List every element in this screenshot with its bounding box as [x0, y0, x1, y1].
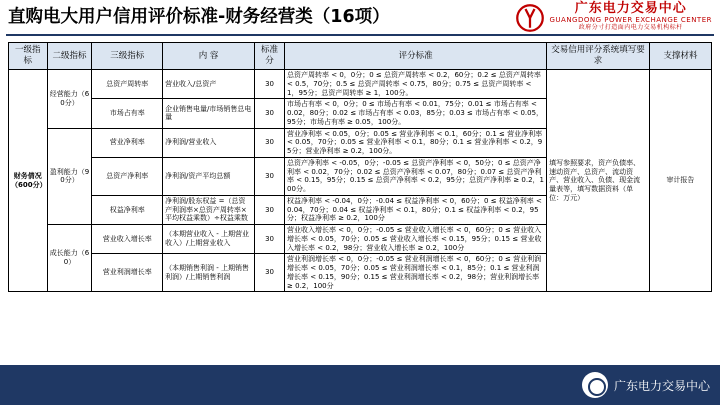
- indicator-criteria: 营业收入增长率 < 0，0分；-0.05 ≤ 营业收入增长率 < 0，60分；0 ≤ 营业收入增长率 < 0.05，70分；0.05 ≤ 营业收入增长率 < 0.15，95分；0.15 ≤ 营业收入增长率 < 0.2，98分；营业收入增长率 ≥ 0.2，100分: [285, 225, 547, 254]
- indicator-criteria: 总资产周转率 < 0，0分；0 ≤ 总资产周转率 < 0.2，60分；0.2 ≤ 总资产周转率 < 0.5，70分；0.5 ≤ 总资产周转率 < 0.75，80分；0.75 ≤ 总资产周转率 < 1，95分；总资产周转率 ≥ 1，100分。: [285, 70, 547, 99]
- brand-name-cn: 广东电力交易中心: [574, 1, 687, 16]
- page-header: [0, 0, 720, 40]
- col-content: 内 容: [163, 43, 255, 70]
- watermark: [582, 372, 710, 398]
- indicator-content: （本期营业收入 - 上期营业收入）/上期营业收入: [163, 225, 255, 254]
- brand-slogan: 政府分寸打造面内电力交易机构标杆: [578, 23, 683, 31]
- level3-indicator: 市场占有率: [92, 99, 163, 128]
- power-grid-logo-icon: [515, 3, 545, 33]
- indicator-content: 企业销售电量/市场销售总电量: [163, 99, 255, 128]
- level2-group-2: 成长能力（60）: [47, 225, 92, 292]
- indicator-score: 30: [255, 225, 285, 254]
- indicator-content: 营业收入/总资产: [163, 70, 255, 99]
- col-level1: 一级指标: [9, 43, 48, 70]
- indicator-score: 30: [255, 99, 285, 128]
- level3-indicator: 总资产净利率: [92, 157, 163, 195]
- page-title: 直购电大用户信用评价标准-财务经营类（16项）: [8, 7, 390, 27]
- level1-label: 财务倩况（600分）: [9, 70, 48, 292]
- indicator-content: 净利润/资产平均总额: [163, 157, 255, 195]
- indicator-criteria: 权益净利率 < -0.04，0分；-0.04 ≤ 权益净利率 < 0，60分；0 ≤ 权益净利率 < 0.04，70分；0.04 ≤ 权益净利率 < 0.1，80分；0.1 ≤ 权益净利率 < 0.2，95分；权益净利率 ≥ 0.2，100分: [285, 195, 547, 224]
- level3-indicator: 总资产周转率: [92, 70, 163, 99]
- indicator-content: 净利润/股东权益 =（总资产利润率×总资产周转率×平均权益乘数）÷权益乘数: [163, 195, 255, 224]
- title-underline: [6, 34, 714, 36]
- indicator-criteria: 营业净利率 < 0.05，0分；0.05 ≤ 营业净利率 < 0.1，60分；0.1 ≤ 营业净利率 < 0.05，70分；0.05 ≤ 营业净利率 < 0.1，80分；0.1 ≤ 营业净利率 < 0.2，95分；营业净利率 ≥ 0.2，100分。: [285, 128, 547, 157]
- indicator-criteria: 营业利润增长率 < 0，0分；-0.05 ≤ 营业利润增长率 < 0，60分；0 ≤ 营业利润增长率 < 0.05，70分；0.05 ≤ 营业利润增长率 < 0.1，85分；0.1 ≤ 营业利润增长率 < 0.15，90分；0.15 ≤ 营业利润增长率 < 0.2，98分；营业利润增长率 ≥ 0.2，100分: [285, 254, 547, 292]
- indicator-content: （本期销售利润 - 上期销售利润）/上期销售利润: [163, 254, 255, 292]
- col-system-note: 交易信用评分系统填写要求: [547, 43, 650, 70]
- level2-group-0: 经营能力（60分）: [47, 70, 92, 129]
- col-support: 支撑材料: [649, 43, 711, 70]
- col-level3: 三级指标: [92, 43, 163, 70]
- indicator-content: 净利润/营业收入: [163, 128, 255, 157]
- level2-group-1: 盈利能力（90分）: [47, 128, 92, 225]
- col-score: 标准分: [255, 43, 285, 70]
- table-header-row: [9, 43, 712, 70]
- brand-name-en: GUANGDONG POWER EXCHANGE CENTER: [549, 15, 712, 24]
- indicator-score: 30: [255, 157, 285, 195]
- circle-logo-icon: [582, 372, 608, 398]
- system-entry-note: 填写参照要求，资产负债率、速动资产、总资产、流动资产、营业收入、负债、现金流量表等，填写数据资料（单位：万元）: [547, 70, 650, 292]
- indicator-score: 30: [255, 195, 285, 224]
- indicator-score: 30: [255, 70, 285, 99]
- brand-block: [549, 2, 712, 31]
- col-criteria: 评分标准: [285, 43, 547, 70]
- indicator-criteria: 市场占有率 < 0，0分；0 ≤ 市场占有率 < 0.01，75分；0.01 ≤ 市场占有率 < 0.02，80分；0.02 ≤ 市场占有率 < 0.03，85分；0.03 ≤ 市场占有率 < 0.05，95分；市场占有率 ≥ 0.05，100分。: [285, 99, 547, 128]
- footer-bar: [0, 365, 720, 405]
- col-level2: 二级指标: [47, 43, 92, 70]
- level3-indicator: 营业利润增长率: [92, 254, 163, 292]
- table-row: [9, 70, 712, 99]
- credit-criteria-table: [8, 42, 712, 292]
- support-material: 审计报告: [649, 70, 711, 292]
- watermark-label: 广东电力交易中心: [613, 378, 710, 393]
- level3-indicator: 营业净利率: [92, 128, 163, 157]
- level3-indicator: 权益净利率: [92, 195, 163, 224]
- level3-indicator: 营业收入增长率: [92, 225, 163, 254]
- indicator-score: 30: [255, 254, 285, 292]
- indicator-criteria: 总资产净利率 < -0.05，0分；-0.05 ≤ 总资产净利率 < 0，50分；0 ≤ 总资产净利率 < 0.02，70分；0.02 ≤ 总资产净利率 < 0.07，80分；0.07 ≤ 总资产净利率 < 0.15，95分；0.15 ≤ 总资产净利率 < 0.2，95分；总资产净利率 ≥ 0.2，100分。: [285, 157, 547, 195]
- indicator-score: 30: [255, 128, 285, 157]
